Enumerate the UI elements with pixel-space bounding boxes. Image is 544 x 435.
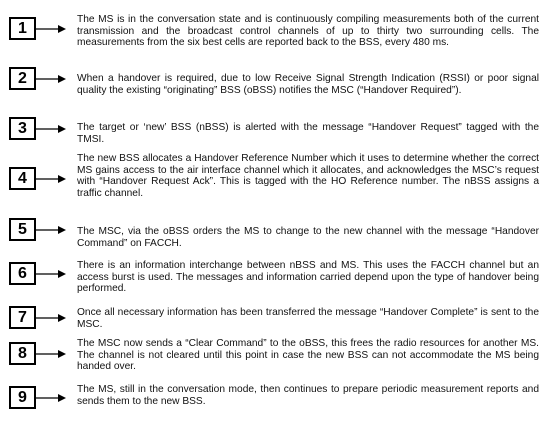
- step-description: The MS is in the conversation state and is continuously compiling measurements both of the current transmission and the broadcast control channels of up to thirty two surrounding cells. The measurements from the six best cells are reported back to the BSS, every 480 ms.: [77, 14, 539, 48]
- step-description: The MSC, via the oBSS orders the MS to change to the new channel with the message “Handover Command” on FACCH.: [77, 226, 539, 249]
- step-number-box: 8: [9, 342, 36, 365]
- step-number-box: 6: [9, 262, 36, 285]
- step-number-box: 4: [9, 167, 36, 190]
- right-arrow-icon: [36, 174, 66, 184]
- step-number-box: 7: [9, 306, 36, 329]
- step-description: The new BSS allocates a Handover Reference Number which it uses to determine whether the correct MS gains access to the air interface channel which it allocates, and acknowledges the MSC’s request with “Handover Request Ack”. This is tagged with the HO Reference number. The nBSS assigns a traffic channel.: [77, 153, 539, 199]
- right-arrow-icon: [36, 393, 66, 403]
- right-arrow-icon: [36, 74, 66, 84]
- step-description: The target or ‘new’ BSS (nBSS) is alerted with the message “Handover Request” tagged with the TMSI.: [77, 122, 539, 145]
- step-number-box: 2: [9, 67, 36, 90]
- step-number-box: 3: [9, 117, 36, 140]
- right-arrow-icon: [36, 24, 66, 34]
- step-description: Once all necessary information has been transferred the message “Handover Complete” is sent to the MSC.: [77, 307, 539, 330]
- right-arrow-icon: [36, 225, 66, 235]
- right-arrow-icon: [36, 349, 66, 359]
- step-description: When a handover is required, due to low Receive Signal Strength Indication (RSSI) or poor signal quality the existing “originating” BSS (oBSS) notifies the MSC (“Handover Required”).: [77, 73, 539, 96]
- right-arrow-icon: [36, 269, 66, 279]
- right-arrow-icon: [36, 313, 66, 323]
- step-number-box: 9: [9, 386, 36, 409]
- step-description: The MSC now sends a “Clear Command” to the oBSS, this frees the radio resources for another MS. The channel is not cleared until this point in case the new BSS can not accommodate the MS being handed over.: [77, 338, 539, 372]
- step-description: The MS, still in the conversation mode, then continues to prepare periodic measurement reports and sends them to the new BSS.: [77, 384, 539, 407]
- right-arrow-icon: [36, 124, 66, 134]
- step-number-box: 1: [9, 17, 36, 40]
- step-description: There is an information interchange between nBSS and MS. This uses the FACCH channel but an access burst is used. The messages and information carried depend upon the type of handover being performed.: [77, 260, 539, 294]
- step-number-box: 5: [9, 218, 36, 241]
